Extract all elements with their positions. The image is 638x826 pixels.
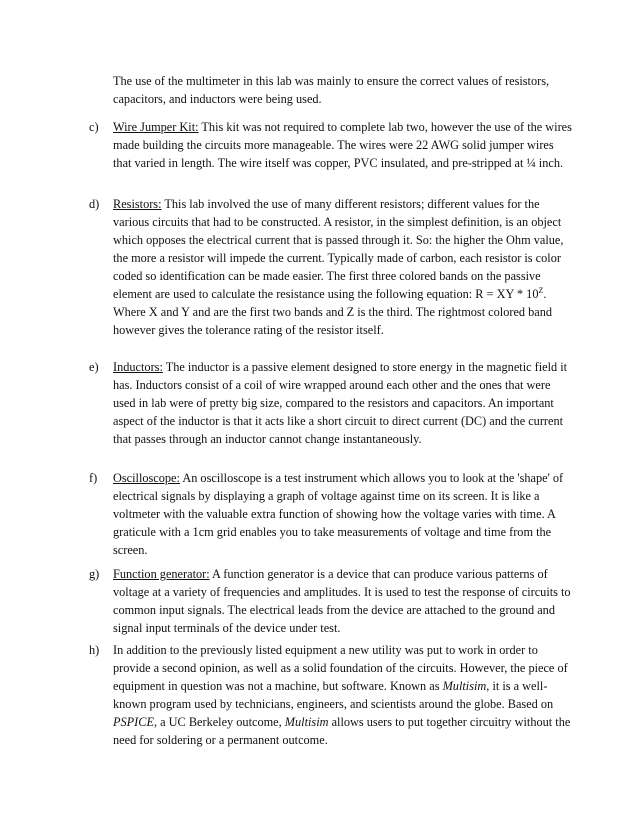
- item-text: This kit was not required to complete lab two, however the use of the wires made building the circuits more manageable. The wires were 22 AWG solid jumper wires that varied in length. The wire itself was copper, PVC insulated, and pre-stripped at ¼ inch.: [113, 120, 572, 170]
- term-heading: Function generator:: [113, 567, 210, 581]
- list-marker: e): [89, 360, 99, 374]
- term-heading: Inductors:: [113, 360, 163, 374]
- software-name: Multisim: [442, 679, 487, 693]
- software-name: PSPICE: [113, 715, 154, 729]
- list-marker: d): [89, 197, 100, 211]
- item-text: The inductor is a passive element designed to store energy in the magnetic field it has. Inductors consist of a coil of wire wrapped around each other and the ones that were used in lab were of pretty big size, compared to the resistors and capacitors. An important aspect of the inductor is that it acts like a short circuit to direct current (DC) and the current that passes through an inductor cannot change instantaneously.: [113, 360, 568, 446]
- item-text: In addition to the previously listed equipment a new utility was put to work in order to provide a second opinion, as well as a solid foundation of the circuits. However, the piece of equipment in question was not a machine, but software. Known as: [113, 643, 568, 693]
- item-text: An oscilloscope is a test instrument which allows you to look at the 'shape' of electrical signals by displaying a graph of voltage against time on its screen. It is like a voltmeter with the valuable extra function of showing how the voltage varies with time. A graticule with a 1cm grid enables you to take measurements of voltage and time from the screen.: [113, 471, 564, 557]
- software-name: Multisim: [284, 715, 329, 729]
- list-marker: c): [89, 120, 99, 134]
- list-item-body: [113, 195, 573, 339]
- list-item-body: [113, 565, 573, 637]
- term-heading: Oscilloscope:: [113, 471, 180, 485]
- list-item-body: [113, 358, 573, 448]
- term-heading: Resistors:: [113, 197, 162, 211]
- multimeter-paragraph: The use of the multimeter in this lab was mainly to ensure the correct values of resistors, capacitors, and inductors were being used.: [113, 74, 550, 106]
- list-marker: h): [89, 643, 100, 657]
- item-text: This lab involved the use of many different resistors; different values for the various circuits that had to be constructed. A resistor, in the simplest definition, is an object which opposes the electrical current that is passed through it. So: the higher the Ohm value, the more a resistor will impede the current. Typically made of carbon, each resistor is color coded so identification can be made easier. The first three colored bands on the passive element are used to calculate the resistance using the following equation: R = XY * 10: [113, 197, 564, 301]
- item-text: . Where X and Y and are the first two bands and Z is the third. The rightmost colored band however gives the tolerance rating of the resistor itself.: [113, 287, 553, 337]
- exponent-superscript: Z: [538, 285, 544, 295]
- item-text: A function generator is a device that can produce various patterns of voltage at a variety of frequencies and amplitudes. It is used to test the response of circuits to common input signals. The electrical leads from the device are attached to the ground and signal input terminals of the device under test.: [113, 567, 571, 635]
- list-item-body: [113, 641, 573, 749]
- list-marker: g): [89, 567, 100, 581]
- list-item-body: [113, 469, 573, 559]
- item-text: allows users to put together circuitry without the need for soldering or a permanent outcome.: [113, 715, 571, 747]
- list-marker: f): [89, 471, 98, 485]
- list-item-body: [113, 118, 573, 172]
- term-heading: Wire Jumper Kit:: [113, 120, 199, 134]
- item-text: , it is a well-known program used by technicians, engineers, and scientists around the globe. Based on: [113, 679, 554, 711]
- item-text: , a UC Berkeley outcome,: [153, 715, 285, 729]
